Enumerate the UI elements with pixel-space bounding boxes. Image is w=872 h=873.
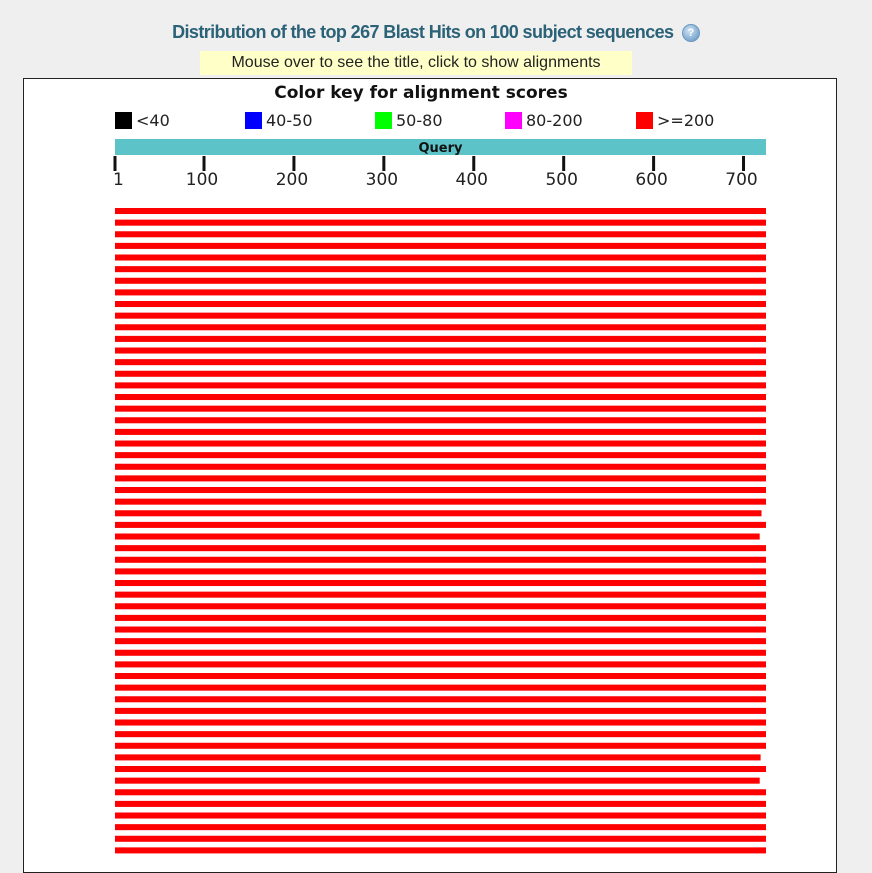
hit-bar[interactable] (115, 824, 766, 830)
blast-hits-graphic (23, 78, 837, 873)
axis-tick-label: 500 (545, 170, 578, 190)
legend-swatch (636, 112, 653, 129)
hit-bar[interactable] (115, 615, 766, 621)
legend-label: >=200 (657, 111, 715, 130)
axis-tick-label: 100 (185, 170, 219, 190)
axis-tick (472, 156, 475, 171)
hit-bars (115, 208, 766, 853)
axis-tick-label: 200 (275, 170, 309, 190)
hit-bar[interactable] (115, 441, 766, 447)
hit-bar[interactable] (115, 382, 766, 388)
hit-bar[interactable] (115, 278, 766, 284)
legend-swatch (375, 112, 392, 129)
hit-bar[interactable] (115, 394, 766, 400)
hit-bar[interactable] (115, 324, 766, 330)
hit-bar[interactable] (115, 534, 760, 540)
hit-bar[interactable] (115, 499, 766, 505)
hit-bar[interactable] (115, 592, 766, 598)
hit-bar[interactable] (115, 231, 766, 237)
axis-tick-label: 1 (113, 170, 124, 190)
hit-bar[interactable] (115, 406, 766, 412)
hit-bar[interactable] (115, 661, 766, 667)
hit-bar[interactable] (115, 522, 766, 528)
query-label: Query (418, 141, 463, 156)
hit-bar[interactable] (115, 673, 766, 679)
hit-bar[interactable] (115, 627, 766, 633)
legend-label: <40 (136, 111, 170, 130)
axis-tick (742, 156, 745, 171)
axis-tick-label: 400 (455, 170, 488, 190)
hit-bar[interactable] (115, 836, 766, 842)
hit-bar[interactable] (115, 510, 762, 516)
hit-bar[interactable] (115, 568, 766, 574)
legend-label: 50-80 (396, 111, 443, 130)
axis-tick (382, 156, 385, 171)
position-axis (113, 156, 758, 190)
hit-bar[interactable] (115, 545, 766, 551)
hit-bar[interactable] (115, 731, 766, 737)
hit-bar[interactable] (115, 313, 766, 319)
hit-bar[interactable] (115, 778, 760, 784)
axis-tick (292, 156, 295, 171)
hit-bar[interactable] (115, 650, 766, 656)
axis-tick (203, 156, 206, 171)
hit-bar[interactable] (115, 789, 766, 795)
hit-bar[interactable] (115, 603, 766, 609)
axis-tick (114, 156, 117, 171)
page-title-row (0, 22, 872, 48)
hit-bar[interactable] (115, 557, 766, 563)
hit-bar[interactable] (115, 847, 766, 853)
legend-swatch (245, 112, 262, 129)
question-mark-icon[interactable]: ? (682, 24, 700, 42)
hit-bar[interactable] (115, 487, 766, 493)
hit-bar[interactable] (115, 452, 766, 458)
axis-tick-label: 300 (365, 170, 399, 190)
hit-bar[interactable] (115, 801, 766, 807)
hit-bar[interactable] (115, 243, 766, 249)
hit-bar[interactable] (115, 813, 766, 819)
hit-bar[interactable] (115, 696, 766, 702)
hit-bar[interactable] (115, 301, 766, 307)
color-key-title: Color key for alignment scores (274, 83, 568, 103)
hit-bar[interactable] (115, 475, 766, 481)
hit-bar[interactable] (115, 336, 766, 342)
hit-bar[interactable] (115, 754, 761, 760)
axis-tick (562, 156, 565, 171)
hit-bar[interactable] (115, 417, 766, 423)
hit-bar[interactable] (115, 720, 766, 726)
hit-bar[interactable] (115, 220, 766, 226)
hit-bar[interactable] (115, 638, 766, 644)
hit-bar[interactable] (115, 208, 766, 214)
page-title: Distribution of the top 267 Blast Hits on 100 subject sequences (172, 22, 674, 42)
hit-bar[interactable] (115, 580, 766, 586)
hits-chart-svg (24, 79, 836, 872)
hit-bar[interactable] (115, 371, 766, 377)
hit-bar[interactable] (115, 685, 766, 691)
legend-swatch (505, 112, 522, 129)
axis-tick-label: 700 (725, 170, 758, 190)
hit-bar[interactable] (115, 266, 766, 272)
query-bar-group (115, 139, 766, 156)
hit-bar[interactable] (115, 289, 766, 295)
axis-tick-label: 600 (635, 170, 668, 190)
hit-bar[interactable] (115, 359, 766, 365)
hit-bar[interactable] (115, 708, 766, 714)
hit-bar[interactable] (115, 464, 766, 470)
legend-swatch (115, 112, 132, 129)
axis-tick (652, 156, 655, 171)
legend-label: 40-50 (266, 111, 313, 130)
hit-bar[interactable] (115, 743, 766, 749)
mouseover-hint: Mouse over to see the title, click to show alignments (200, 51, 632, 75)
legend-label: 80-200 (526, 111, 583, 130)
hit-bar[interactable] (115, 255, 766, 261)
hit-bar[interactable] (115, 429, 766, 435)
color-key-legend (115, 111, 714, 130)
hit-bar[interactable] (115, 766, 766, 772)
hit-bar[interactable] (115, 348, 766, 354)
